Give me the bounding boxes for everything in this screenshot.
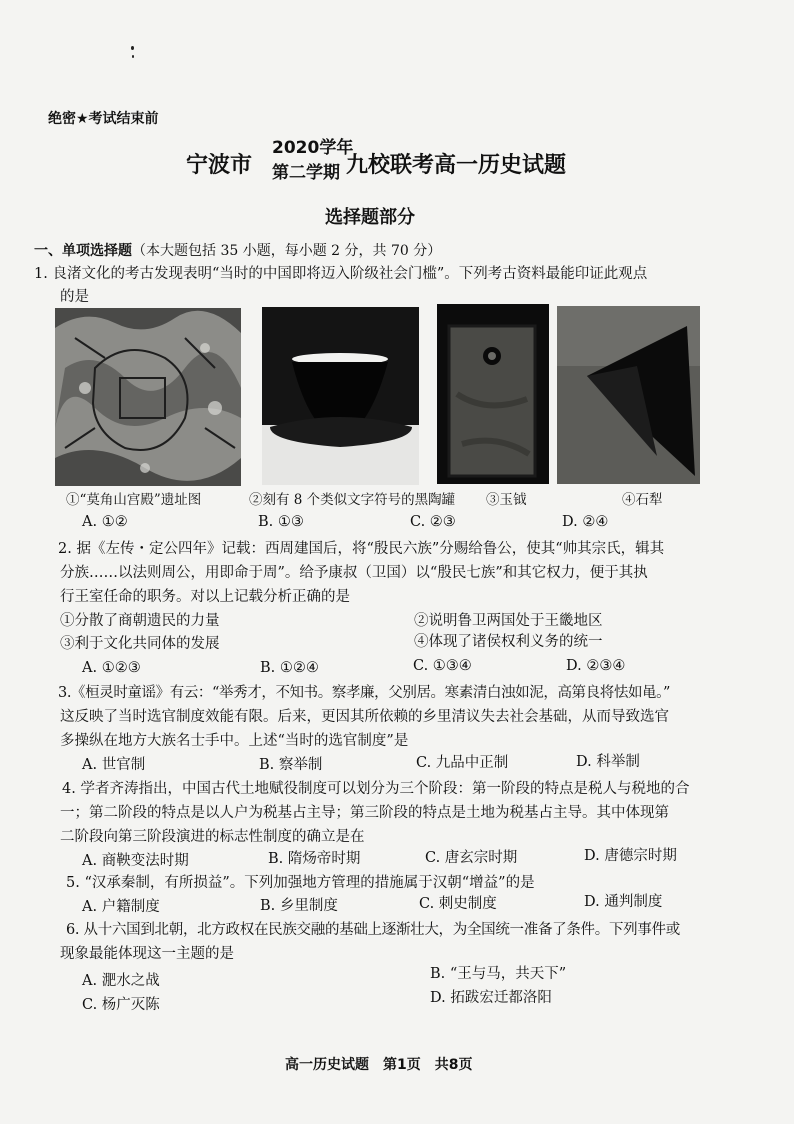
question-3-stem-line-1: 3.《桓灵时童谣》有云：“举秀才，不知书。察孝廉，父别居。寒素清白浊如泥，高第良将怯如黾。”: [58, 685, 671, 701]
q3-option-c[interactable]: C. 九品中正制: [416, 755, 509, 771]
q5-option-a[interactable]: A. 户籍制度: [82, 899, 160, 915]
question-4-stem-line-1: 4. 学者齐涛指出，中国古代土地赋役制度可以划分为三个阶段：第一阶段的特点是税人与税地的合: [62, 781, 690, 797]
q2-option-a[interactable]: A. ①②③: [82, 660, 141, 676]
site-map-image: [55, 308, 241, 486]
q6-option-d[interactable]: D. 拓跋宏迁都洛阳: [430, 990, 552, 1006]
scan-speck: [131, 46, 134, 50]
q2-item-2: ②说明鲁卫两国处于王畿地区: [414, 613, 603, 629]
question-6-stem-line-2: 现象最能体现这一主题的是: [60, 946, 234, 962]
question-6-stem-line-1: 6. 从十六国到北朝，北方政权在民族交融的基础上逐渐壮大，为全国统一准备了条件。下列事件或: [66, 922, 680, 938]
q3-option-b[interactable]: B. 察举制: [259, 757, 323, 773]
caption-4: ④石犁: [622, 492, 663, 508]
q1-option-d[interactable]: D. ②④: [562, 514, 609, 530]
part-heading-label: 一、单项选择题: [34, 243, 132, 259]
q2-option-d[interactable]: D. ②③④: [566, 658, 626, 674]
q2-option-c[interactable]: C. ①③④: [413, 658, 472, 674]
part-heading: [34, 240, 441, 260]
title-semester: 第二学期: [272, 163, 340, 183]
jade-axe-image: [437, 304, 549, 484]
q4-option-b[interactable]: B. 隋炀帝时期: [268, 851, 361, 867]
black-pottery-jar-image: [262, 307, 419, 485]
title-year: 2020学年: [272, 138, 354, 158]
scan-speck: [132, 55, 134, 58]
q2-option-b[interactable]: B. ①②④: [260, 660, 319, 676]
q4-option-a[interactable]: A. 商鞅变法时期: [82, 853, 189, 869]
q5-option-d[interactable]: D. 通判制度: [584, 894, 663, 910]
page-footer: 高一历史试题 第1页 共8页: [285, 1057, 473, 1073]
q5-option-b[interactable]: B. 乡里制度: [260, 898, 338, 914]
q6-option-a[interactable]: A. 淝水之战: [82, 973, 160, 989]
title-city: 宁波市: [186, 153, 253, 178]
q6-option-b[interactable]: B. “王与马，共天下”: [430, 966, 567, 982]
question-2-stem-line-1: 2. 据《左传・定公四年》记载：西周建国后，将“殷民六族”分赐给鲁公，使其“帅其宗氏，辑其: [58, 541, 665, 557]
q1-option-a[interactable]: A. ①②: [82, 514, 128, 530]
q5-option-c[interactable]: C. 刺史制度: [419, 896, 497, 912]
question-3-stem-line-2: 这反映了当时选官制度效能有限。后来，更因其所依赖的乡里清议失去社会基础，从而导致选官: [60, 709, 669, 725]
confidential-label: 绝密★考试结束前: [48, 111, 159, 127]
q4-option-c[interactable]: C. 唐玄宗时期: [425, 850, 518, 866]
part-heading-note: （本大题包括 35 小题，每小题 2 分，共 70 分）: [132, 243, 442, 259]
question-5-stem: 5. “汉承秦制，有所损益”。下列加强地方管理的措施属于汉朝“增益”的是: [66, 875, 535, 891]
section-title: 选择题部分: [325, 207, 415, 228]
q2-item-4: ④体现了诸侯权利义务的统一: [414, 634, 603, 650]
q2-item-3: ③利于文化共同体的发展: [60, 636, 220, 652]
q3-option-d[interactable]: D. 科举制: [576, 754, 640, 770]
question-2-stem-line-2: 分族……以法则周公，用即命于周”。给予康叔（卫国）以“殷民七族”和其它权力，便于其执: [60, 565, 648, 581]
caption-1: ①“莫角山宫殿”遗址图: [66, 492, 202, 508]
question-3-stem-line-3: 多操纵在地方大族名士手中。上述“当时的选官制度”是: [60, 733, 409, 749]
page-title: 九校联考高一历史试题: [346, 153, 567, 178]
caption-3: ③玉钺: [486, 492, 527, 508]
question-1-stem-line-2: 的是: [60, 289, 89, 305]
q1-option-b[interactable]: B. ①③: [258, 514, 304, 530]
question-2-stem-line-3: 行王室任命的职务。对以上记载分析正确的是: [60, 589, 350, 605]
q1-option-c[interactable]: C. ②③: [410, 514, 456, 530]
q6-option-c[interactable]: C. 杨广灭陈: [82, 997, 160, 1013]
q2-item-1: ①分散了商朝遗民的力量: [60, 613, 220, 629]
question-4-stem-line-2: 一；第二阶段的特点是以人户为税基占主导；第三阶段的特点是土地为税基占主导。其中体现第: [60, 805, 669, 821]
stone-plough-image: [557, 306, 700, 484]
q4-option-d[interactable]: D. 唐德宗时期: [584, 848, 677, 864]
question-1-stem-line-1: 1. 良渚文化的考古发现表明“当时的中国即将迈入阶级社会门槛”。下列考古资料最能印证此观点: [34, 266, 648, 282]
q3-option-a[interactable]: A. 世官制: [82, 757, 146, 773]
caption-2: ②刻有 8 个类似文字符号的黑陶罐: [249, 492, 456, 508]
question-4-stem-line-3: 二阶段向第三阶段演进的标志性制度的确立是在: [60, 829, 365, 845]
